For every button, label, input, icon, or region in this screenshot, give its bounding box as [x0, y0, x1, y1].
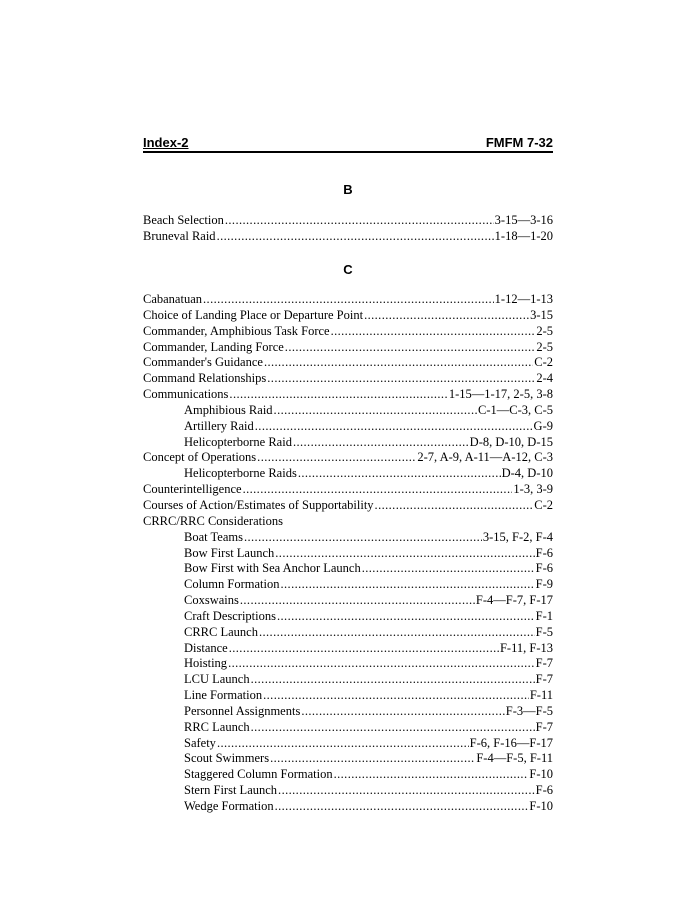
index-pages: F-10 — [529, 767, 553, 782]
dot-leader — [285, 340, 536, 356]
page-header — [143, 134, 553, 153]
index-pages: F-11, F-13 — [499, 640, 553, 655]
dot-leader — [293, 435, 469, 451]
index-pages: 2-5 — [536, 323, 553, 338]
dot-leader — [251, 672, 535, 688]
index-term: Commander, Landing Force — [143, 339, 284, 354]
index-pages: F-4—F-5, F-11 — [476, 751, 553, 766]
dot-leader — [217, 736, 469, 752]
index-pages: C-2 — [534, 497, 553, 512]
index-term: CRRC Launch — [184, 624, 258, 639]
index-entry — [143, 656, 553, 672]
index-term: Wedge Formation — [184, 799, 274, 813]
index-pages: F-6, F-16—F-17 — [469, 735, 553, 750]
index-entry — [143, 435, 553, 451]
dot-leader — [263, 688, 529, 704]
index-entry — [143, 736, 553, 752]
dot-leader — [259, 625, 535, 641]
index-pages: 1-12—1-13 — [494, 292, 553, 306]
dot-leader — [229, 641, 499, 657]
index-entry — [143, 561, 553, 577]
index-term: Command Relationships — [143, 371, 267, 386]
index-entry — [143, 419, 553, 435]
index-term: Craft Descriptions — [184, 608, 276, 623]
index-pages: 3-15, F-2, F-4 — [482, 529, 553, 544]
index-term: Safety — [184, 735, 216, 750]
index-term: Hoisting — [184, 656, 228, 671]
index-pages: C-1—C-3, C-5 — [478, 402, 553, 417]
index-term: Helicopterborne Raid — [184, 434, 292, 449]
index-entry — [143, 609, 553, 625]
index-pages: 1-15—1-17, 2-5, 3-8 — [448, 387, 553, 402]
dot-leader — [270, 751, 475, 767]
index-pages: F-4—F-7, F-17 — [475, 593, 553, 608]
index-entry — [143, 593, 553, 609]
dot-leader — [301, 704, 504, 720]
index-pages: 3-15 — [530, 307, 553, 322]
index-pages: F-11 — [529, 688, 553, 703]
index-term: Amphibious Raid — [184, 402, 273, 417]
index-entry — [143, 767, 553, 783]
document-id: FMFM 7-32 — [485, 135, 553, 150]
page-number: Index-2 — [143, 135, 189, 150]
index-entry — [143, 371, 553, 387]
index-pages: F-7 — [535, 719, 553, 734]
index-pages: D-8, D-10, D-15 — [469, 434, 553, 449]
section-letter-c: C — [343, 262, 353, 277]
index-term: Column Formation — [184, 577, 280, 592]
index-pages: C-2 — [534, 355, 553, 370]
section-letter-b: B — [343, 182, 353, 197]
index-entry — [143, 308, 553, 324]
index-pages: 3-15—3-16 — [494, 213, 553, 227]
index-term: Helicopterborne Raids — [184, 466, 297, 481]
index-term: Concept of Operations — [143, 450, 257, 465]
index-pages: F-7 — [535, 656, 553, 671]
index-entry — [143, 514, 553, 530]
index-pages: G-9 — [533, 418, 553, 433]
index-term: Staggered Column Formation — [184, 767, 333, 782]
index-term: Stern First Launch — [184, 783, 278, 798]
dot-leader — [281, 577, 535, 593]
index-entry — [143, 466, 553, 482]
index-pages: 1-3, 3-9 — [513, 482, 553, 497]
index-term: Line Formation — [184, 688, 263, 703]
dot-leader — [229, 387, 447, 403]
dot-leader — [362, 561, 535, 577]
index-entry — [143, 387, 553, 403]
dot-leader — [278, 783, 535, 799]
index-pages: F-7 — [535, 672, 553, 687]
index-pages: 2-5 — [536, 339, 553, 354]
index-entry — [143, 783, 553, 799]
index-entry — [143, 324, 553, 340]
dot-leader — [217, 229, 494, 245]
index-pages: D-4, D-10 — [501, 466, 553, 481]
dot-leader — [274, 403, 477, 419]
index-term: Artillery Raid — [184, 418, 254, 433]
index-entry — [143, 450, 553, 466]
index-entry — [143, 672, 553, 688]
index-pages: 1-18—1-20 — [494, 228, 553, 243]
index-pages: F-6 — [535, 561, 553, 576]
index-list-c — [143, 292, 553, 815]
index-entry — [143, 482, 553, 498]
index-pages: 2-7, A-9, A-11—A-12, C-3 — [417, 450, 553, 465]
index-pages: F-10 — [529, 799, 553, 813]
index-entry — [143, 799, 553, 815]
dot-leader — [225, 213, 494, 229]
index-term: Scout Swimmers — [184, 751, 270, 766]
index-term: Cabanatuan — [143, 292, 203, 306]
index-entry — [143, 751, 553, 767]
index-term: Beach Selection — [143, 213, 224, 227]
dot-leader — [255, 419, 533, 435]
index-term: Courses of Action/Estimates of Supportability — [143, 497, 374, 512]
index-entry — [143, 229, 553, 245]
index-entry — [143, 704, 553, 720]
dot-leader — [257, 450, 416, 466]
index-entry — [143, 403, 553, 419]
index-entry — [143, 213, 553, 229]
dot-leader — [277, 609, 535, 625]
index-entry — [143, 355, 553, 371]
index-term: Personnel Assignments — [184, 703, 301, 718]
index-term: Distance — [184, 640, 228, 655]
index-pages: F-1 — [535, 608, 553, 623]
index-pages: F-5 — [535, 624, 553, 639]
dot-leader — [244, 530, 482, 546]
dot-leader — [334, 767, 529, 783]
index-entry — [143, 641, 553, 657]
dot-leader — [364, 308, 529, 324]
index-term: Bow First Launch — [184, 545, 275, 560]
dot-leader — [375, 498, 534, 514]
index-term: Bow First with Sea Anchor Launch — [184, 561, 361, 576]
index-entry — [143, 625, 553, 641]
index-pages: F-9 — [535, 577, 553, 592]
index-entry — [143, 530, 553, 546]
index-pages: F-6 — [535, 783, 553, 798]
index-entry — [143, 292, 553, 308]
dot-leader — [275, 546, 534, 562]
index-term: Choice of Landing Place or Departure Point — [143, 307, 364, 322]
index-term: Counterintelligence — [143, 482, 242, 497]
index-term: Boat Teams — [184, 529, 243, 544]
dot-leader — [298, 466, 501, 482]
index-entry — [143, 577, 553, 593]
index-term: LCU Launch — [184, 672, 250, 687]
index-term: Communications — [143, 387, 229, 402]
index-pages: F-6 — [535, 545, 553, 560]
dot-leader — [331, 324, 536, 340]
index-term: Commander's Guidance — [143, 355, 263, 370]
dot-leader — [203, 292, 494, 308]
index-term: RRC Launch — [184, 719, 250, 734]
dot-leader — [267, 371, 535, 387]
index-entry — [143, 546, 553, 562]
index-entry — [143, 688, 553, 704]
dot-leader — [251, 720, 535, 736]
index-entry — [143, 720, 553, 736]
dot-leader — [228, 656, 535, 672]
dot-leader — [243, 482, 513, 498]
dot-leader — [264, 355, 533, 371]
index-term: CRRC/RRC Considerations — [143, 513, 283, 528]
index-pages: 2-4 — [536, 371, 553, 386]
index-entry — [143, 498, 553, 514]
index-term: Coxswains — [184, 593, 239, 608]
index-entry — [143, 340, 553, 356]
index-term: Commander, Amphibious Task Force — [143, 323, 330, 338]
index-pages: F-3—F-5 — [505, 703, 553, 718]
dot-leader — [275, 799, 529, 815]
index-term: Bruneval Raid — [143, 228, 216, 243]
dot-leader — [240, 593, 475, 609]
index-list-b — [143, 213, 553, 245]
